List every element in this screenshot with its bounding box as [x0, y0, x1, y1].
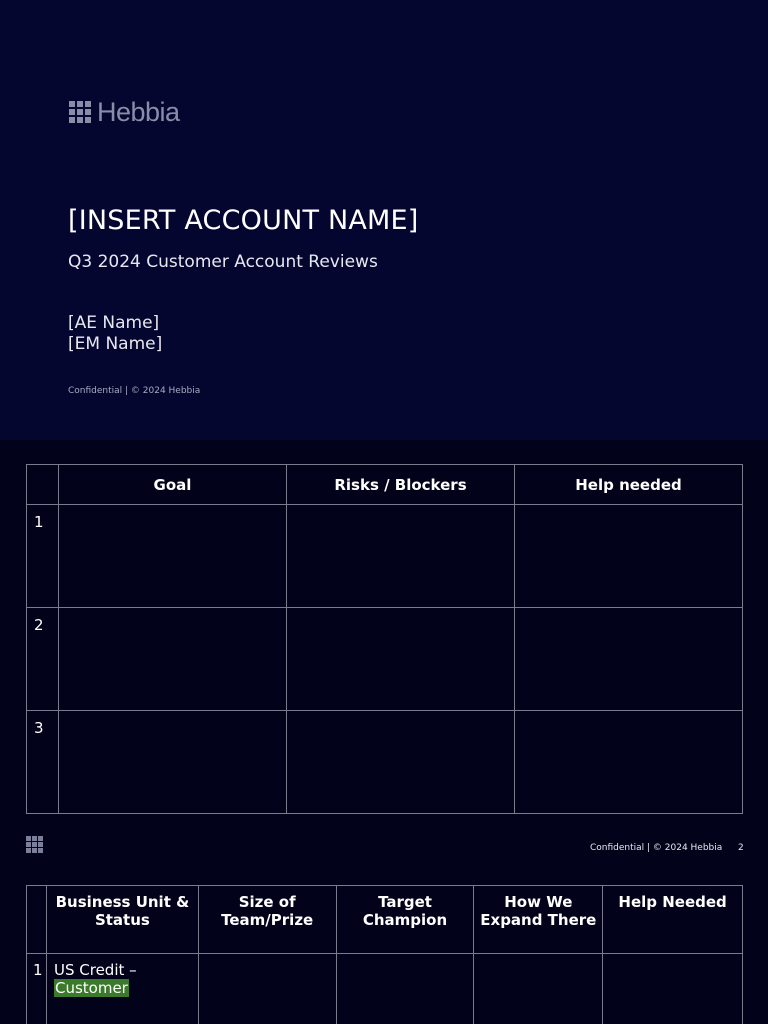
size-cell[interactable] — [198, 954, 336, 1024]
header-risks: Risks / Blockers — [287, 465, 515, 505]
ae-name: [AE Name] — [68, 313, 160, 333]
table-row — [27, 954, 743, 1024]
goal-cell[interactable] — [59, 505, 287, 608]
champion-cell[interactable] — [336, 954, 474, 1024]
business-unit-name: US Credit – — [53, 961, 137, 979]
goal-cell[interactable] — [59, 608, 287, 711]
help-needed-cell[interactable] — [603, 954, 743, 1024]
header-number — [27, 886, 47, 954]
account-title: [INSERT ACCOUNT NAME] — [68, 205, 419, 236]
row-number: 1 — [27, 954, 47, 1024]
header-champion: Target Champion — [336, 886, 474, 954]
grid-logo-icon — [26, 836, 43, 853]
row-number: 1 — [27, 505, 59, 608]
expand-cell[interactable] — [474, 954, 603, 1024]
expansion-table — [26, 885, 743, 1024]
table-row — [27, 608, 743, 711]
table-header-row — [27, 465, 743, 505]
cover-slide — [0, 0, 768, 440]
risks-cell[interactable] — [287, 608, 515, 711]
header-size: Size of Team/Prize — [198, 886, 336, 954]
table-row — [27, 505, 743, 608]
risks-cell[interactable] — [287, 505, 515, 608]
goal-cell[interactable] — [59, 711, 287, 814]
em-name: [EM Name] — [68, 334, 163, 354]
hebbia-logo — [69, 96, 180, 127]
row-number: 3 — [27, 711, 59, 814]
logo-text: Hebbia — [97, 96, 180, 127]
header-business-unit: Business Unit & Status — [46, 886, 198, 954]
footer-confidential: Confidential | © 2024 Hebbia — [590, 843, 723, 853]
header-expand: How We Expand There — [474, 886, 603, 954]
help-cell[interactable] — [515, 608, 743, 711]
owner-names — [68, 313, 162, 355]
goals-slide — [0, 440, 768, 870]
table-row — [27, 711, 743, 814]
status-highlight: Customer — [54, 979, 128, 997]
row-number: 2 — [27, 608, 59, 711]
header-number — [27, 465, 59, 505]
header-goal: Goal — [59, 465, 287, 505]
header-help-needed: Help Needed — [603, 886, 743, 954]
table-header-row — [27, 886, 743, 954]
subtitle: Q3 2024 Customer Account Reviews — [68, 252, 378, 272]
confidential-note: Confidential | © 2024 Hebbia — [68, 386, 201, 396]
grid-logo-icon — [69, 101, 91, 123]
page-number: 2 — [738, 843, 744, 853]
header-help: Help needed — [515, 465, 743, 505]
help-cell[interactable] — [515, 711, 743, 814]
risks-cell[interactable] — [287, 711, 515, 814]
goals-table — [26, 464, 743, 814]
business-unit-cell[interactable] — [46, 954, 198, 1024]
help-cell[interactable] — [515, 505, 743, 608]
expansion-slide — [0, 870, 768, 1024]
